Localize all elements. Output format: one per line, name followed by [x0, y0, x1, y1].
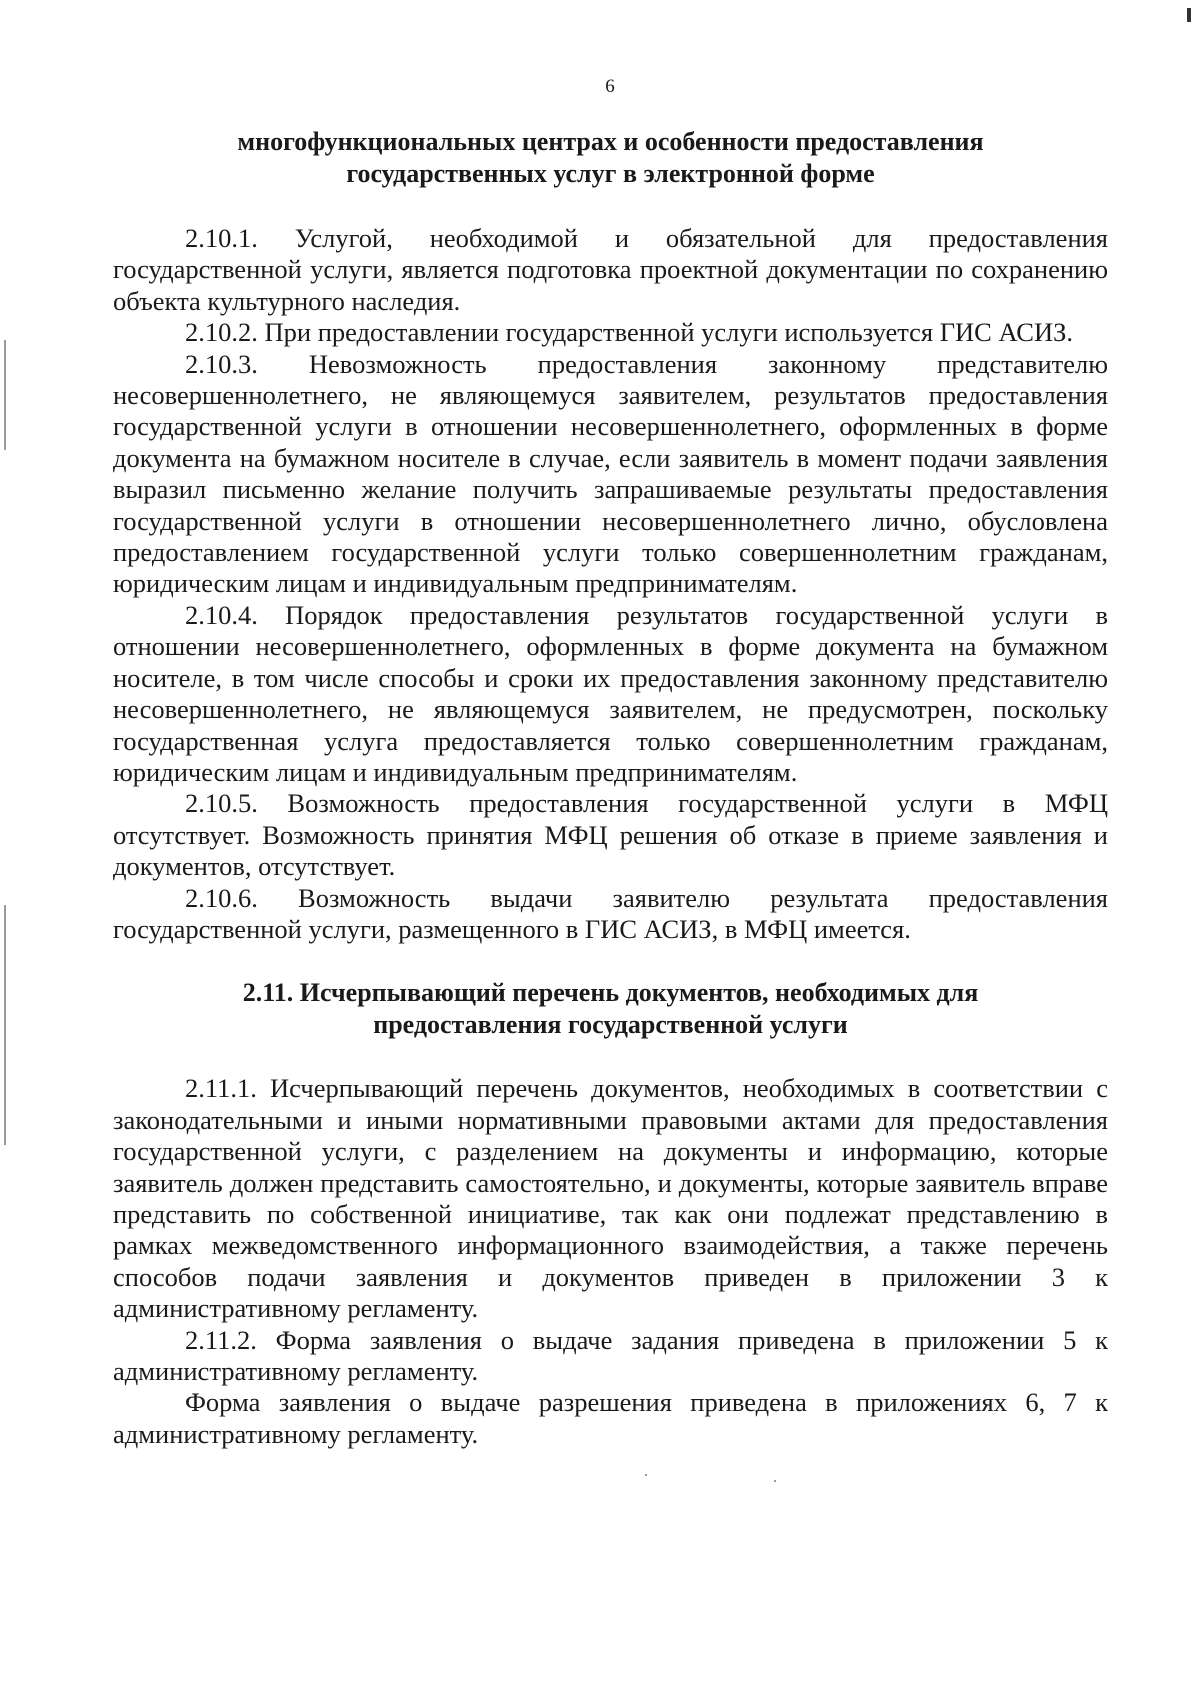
- scan-margin-line: [4, 905, 6, 1145]
- paragraph-form-permit: Форма заявления о выдаче разрешения приведена в приложениях 6, 7 к административному регламенту.: [113, 1387, 1108, 1449]
- paragraph-2-10-2: 2.10.2. При предоставлении государственной услуги используется ГИС АСИЗ.: [185, 317, 1074, 348]
- heading-line: государственных услуг в электронной форме: [346, 159, 875, 188]
- section-heading-2-10-continued: [113, 126, 1108, 190]
- scan-speck: [774, 1480, 776, 1482]
- page-number: 6: [605, 76, 615, 97]
- paragraph-2-11-2: 2.11.2. Форма заявления о выдаче задания приведена в приложении 5 к административному регламенту.: [113, 1324, 1108, 1386]
- heading-line: 2.11. Исчерпывающий перечень документов, необходимых для: [242, 978, 979, 1008]
- paragraph-2-10-5: 2.10.5. Возможность предоставления государственной услуги в МФЦ отсутствует. Возможность принятия МФЦ решения об отказе в приеме заявления и документов, отсутствует.: [113, 788, 1108, 882]
- paragraph-2-10-1: 2.10.1. Услугой, необходимой и обязательной для предоставления государственной услуги, является подготовка проектной документации по сохранению объекта культурного наследия.: [113, 223, 1108, 316]
- heading-line: предоставления государственной услуги: [373, 1010, 848, 1040]
- heading-line: многофункциональных центрах и особенности предоставления: [237, 127, 984, 156]
- paragraph-2-11-1: 2.11.1. Исчерпывающий перечень документов, необходимых в соответствии с законодательными и иными нормативными правовыми актами для предоставления государственной услуги, с разделением на документы и информацию, которые заявитель должен представить самостоятельно, и документы, которые заявитель вправе представить по собственной инициативе, так как они подлежат представлению в рамках межведомственного информационного взаимодействия, а также перечень способов подачи заявления и документов приведен в приложении 3 к административному регламенту.: [113, 1073, 1108, 1324]
- section-heading-2-11: [113, 977, 1108, 1041]
- scan-margin-line: [4, 340, 6, 450]
- paragraph-2-10-3: 2.10.3. Невозможность предоставления законному представителю несовершеннолетнего, не являющемуся заявителем, результатов предоставления государственной услуги в отношении несовершеннолетнего, оформленных в форме документа на бумажном носителе в случае, если заявитель в момент подачи заявления выразил письменно желание получить запрашиваемые результаты предоставления государственной услуги в отношении несовершеннолетнего лично, обусловлена предоставлением государственной услуги только совершеннолетним гражданам, юридическим лицам и индивидуальным предпринимателям.: [113, 348, 1108, 599]
- scan-speck: [645, 1474, 647, 1476]
- scan-artifact-mark: [1187, 8, 1191, 22]
- document-body: [113, 126, 1108, 1450]
- paragraph-2-10-6: 2.10.6. Возможность выдачи заявителю результата предоставления государственной услуги, размещенного в ГИС АСИЗ, в МФЦ имеется.: [113, 882, 1108, 944]
- paragraph-2-10-4: 2.10.4. Порядок предоставления результатов государственной услуги в отношении несовершеннолетнего, оформленных в форме документа на бумажном носителе, в том числе способы и сроки их предоставления законному представителю несовершеннолетнего, не являющемуся заявителем, не предусмотрен, поскольку государственная услуга предоставляется только совершеннолетним гражданам, юридическим лицам и индивидуальным предпринимателям.: [113, 599, 1108, 787]
